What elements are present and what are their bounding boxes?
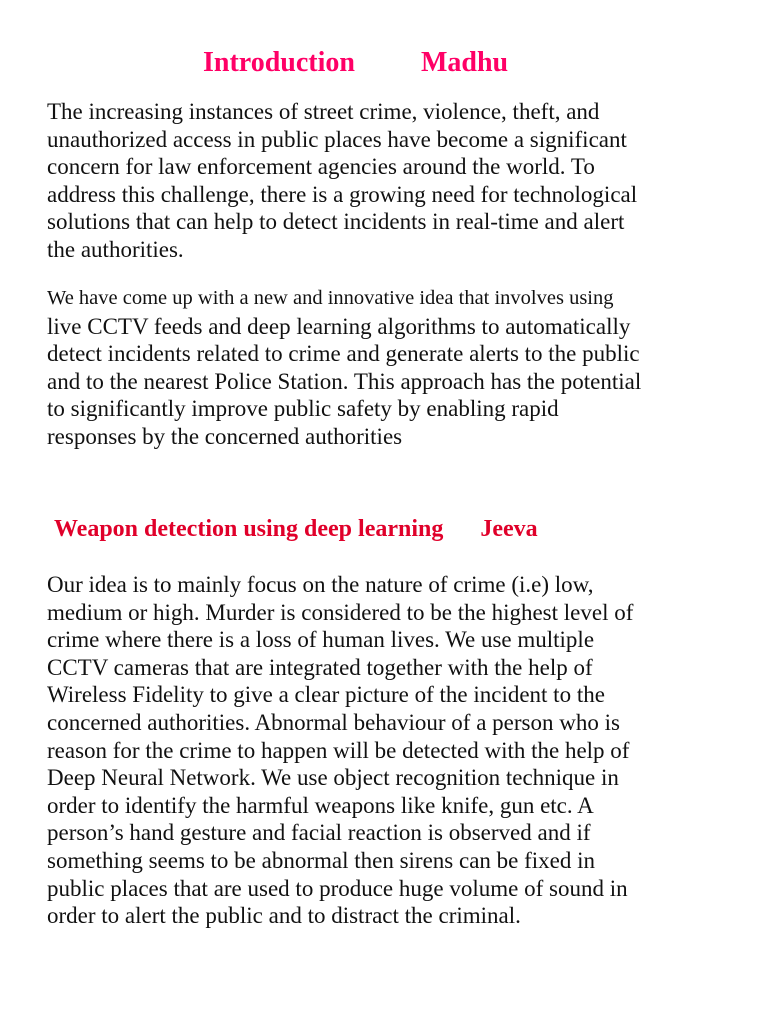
section-author: Jeeva	[480, 516, 538, 542]
section-title: Weapon detection using deep learning	[54, 516, 444, 542]
text-line: concern for law enforcement agencies around the world. To	[47, 154, 595, 180]
text-line: The increasing instances of street crime, violence, theft, and	[47, 99, 600, 124]
text-line: the authorities.	[47, 236, 184, 262]
text-line: Wireless Fidelity to give a clear picture of the incident to the	[47, 682, 605, 708]
text-line: We have come up with a new and innovative idea that involves using	[47, 287, 614, 309]
text-line: order to identify the harmful weapons like knife, gun etc. A	[47, 792, 594, 818]
text-line: order to alert the public and to distract the criminal.	[47, 903, 521, 929]
section-heading-weapon-detection	[54, 513, 538, 545]
text-line: solutions that can help to detect incidents in real-time and alert	[47, 209, 625, 235]
text-line: something seems to be abnormal then sirens can be fixed in	[47, 847, 596, 873]
text-line: crime where there is a loss of human lives. We use multiple	[47, 627, 595, 653]
section-author: Madhu	[420, 47, 509, 78]
text-line: unauthorized access in public places have become a significant	[47, 126, 627, 152]
text-line: live CCTV feeds and deep learning algorithms to automatically	[47, 313, 631, 339]
weapon-detection-paragraph	[47, 571, 747, 930]
text-line: Our idea is to mainly focus on the nature of crime (i.e) low,	[47, 572, 594, 597]
text-line: reason for the crime to happen will be detected with the help of	[47, 737, 630, 763]
text-line: CCTV cameras that are integrated together with the help of	[47, 654, 593, 680]
section-title: Introduction	[203, 47, 355, 78]
text-line: detect incidents related to crime and generate alerts to the public	[47, 341, 640, 367]
text-line: person’s hand gesture and facial reaction is observed and if	[47, 820, 591, 846]
intro-paragraph-1	[47, 98, 747, 264]
text-line: responses by the concerned authorities	[47, 423, 403, 449]
text-line: and to the nearest Police Station. This approach has the potential	[47, 368, 642, 394]
text-line: Deep Neural Network. We use object recognition technique in	[47, 765, 619, 791]
text-line: public places that are used to produce huge volume of sound in	[47, 875, 628, 901]
text-line: medium or high. Murder is considered to be the highest level of	[47, 599, 634, 625]
section-heading-introduction	[203, 47, 508, 79]
intro-paragraph-2	[47, 285, 747, 451]
text-line: address this challenge, there is a growing need for technological	[47, 181, 638, 207]
text-line: concerned authorities. Abnormal behaviour of a person who is	[47, 709, 620, 735]
text-line: to significantly improve public safety by enabling rapid	[47, 396, 559, 422]
